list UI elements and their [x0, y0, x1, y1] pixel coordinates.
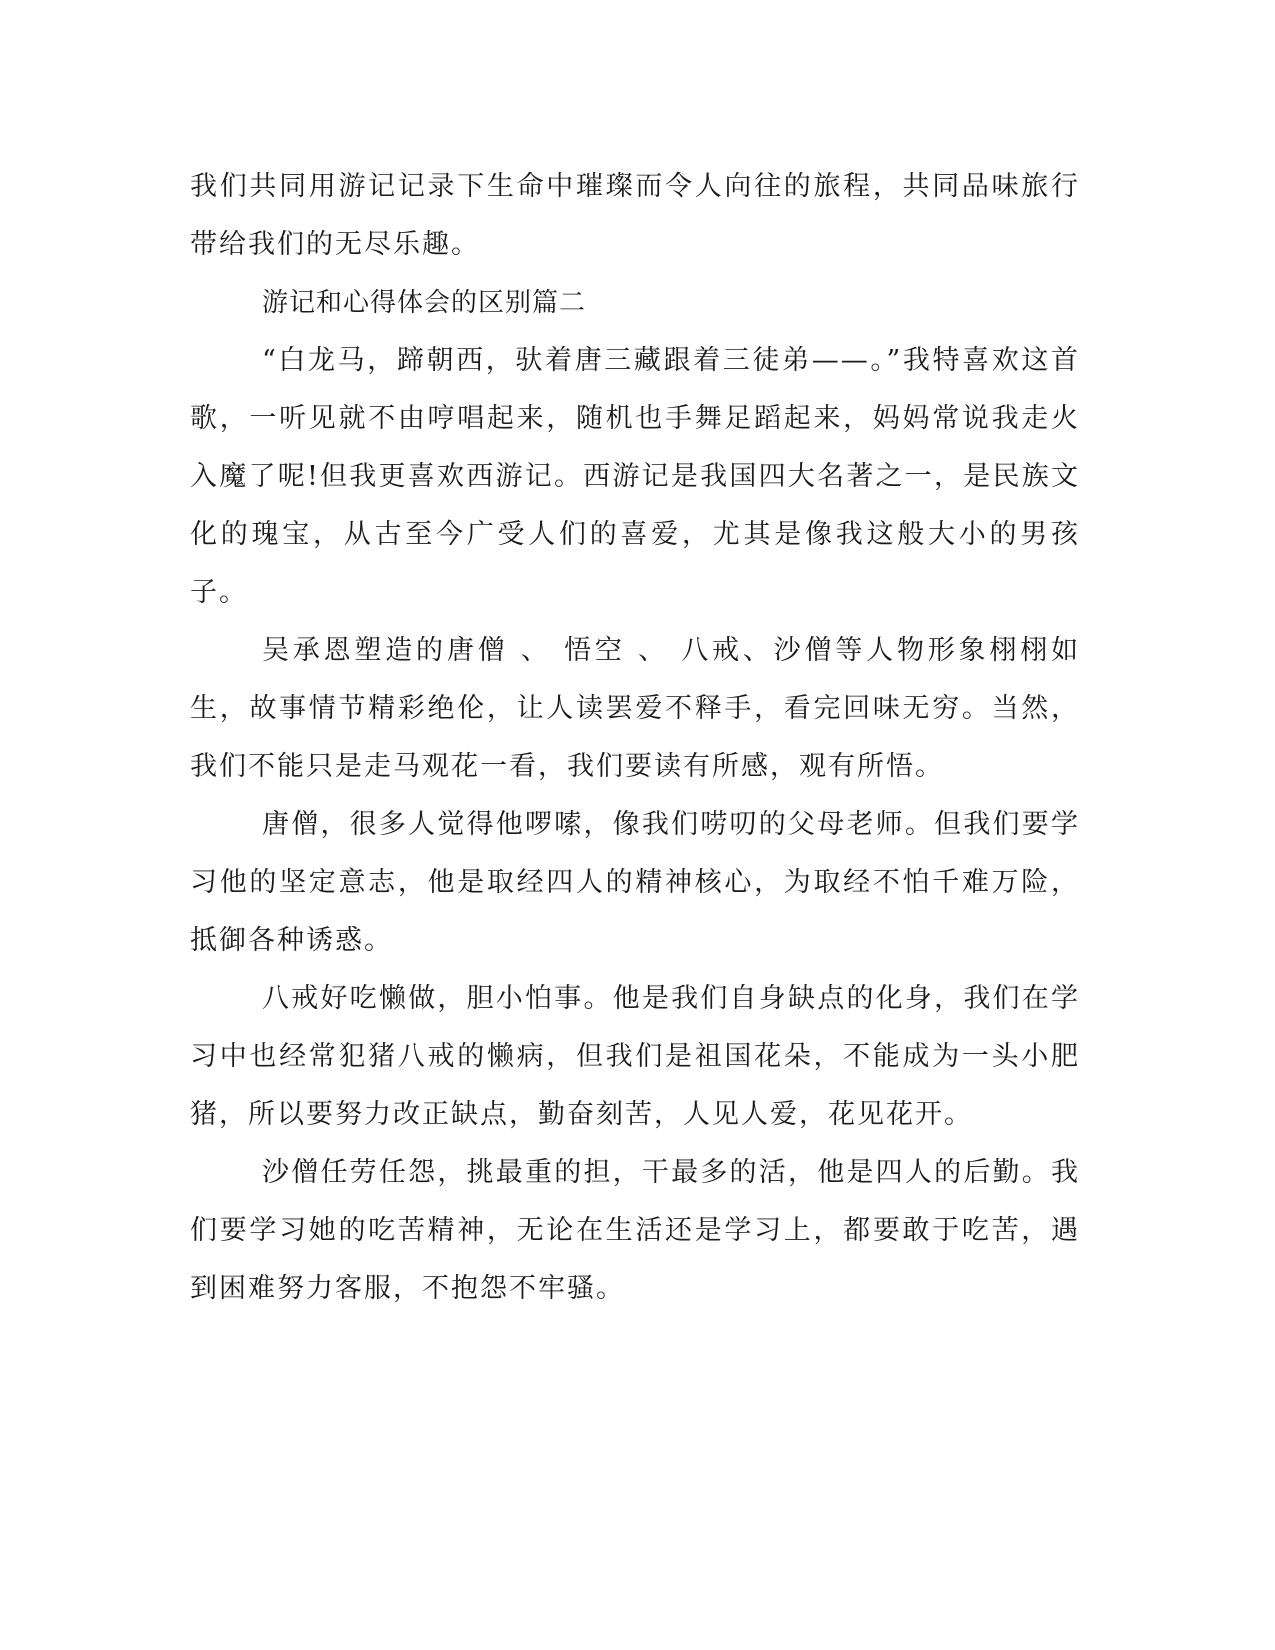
paragraph-characters: 吴承恩塑造的唐僧 、 悟空 、 八戒、沙僧等人物形象栩栩如生，故事情节精彩绝伦，让人读罢爱不释手，看完回味无穷。当然，我们不能只是走马观花一看，我们要读有所感，观有所悟。 [190, 635, 1080, 782]
paragraph-tangseng: 唐僧，很多人觉得他啰嗦，像我们唠叨的父母老师。但我们要学习他的坚定意志，他是取经四人的精神核心，为取经不怕千难万险，抵御各种诱惑。 [190, 809, 1080, 956]
paragraph-bajie: 八戒好吃懒做，胆小怕事。他是我们自身缺点的化身，我们在学习中也经常犯猪八戒的懒病，但我们是祖国花朵，不能成为一头小肥猪，所以要努力改正缺点，勤奋刻苦，人见人爱，花见花开。 [190, 983, 1080, 1130]
document-body [190, 158, 1080, 1318]
section-heading: 游记和心得体会的区别篇二 [262, 288, 587, 318]
paragraph-shaseng: 沙僧任劳任怨，挑最重的担，干最多的活，他是四人的后勤。我们要学习她的吃苦精神，无论在生活还是学习上，都要敢于吃苦，遇到困难努力客服，不抱怨不牢骚。 [190, 1157, 1080, 1304]
paragraph-song: “白龙马，蹄朝西，驮着唐三藏跟着三徒弟——。”我特喜欢这首歌，一听见就不由哼唱起来，随机也手舞足蹈起来，妈妈常说我走火入魔了呢!但我更喜欢西游记。西游记是我国四大名著之一，是民族文化的瑰宝，从古至今广受人们的喜爱，尤其是像我这般大小的男孩子。 [190, 345, 1080, 608]
paragraph-intro-continuation: 我们共同用游记记录下生命中璀璨而令人向往的旅程，共同品味旅行带给我们的无尽乐趣。 [190, 171, 1080, 260]
